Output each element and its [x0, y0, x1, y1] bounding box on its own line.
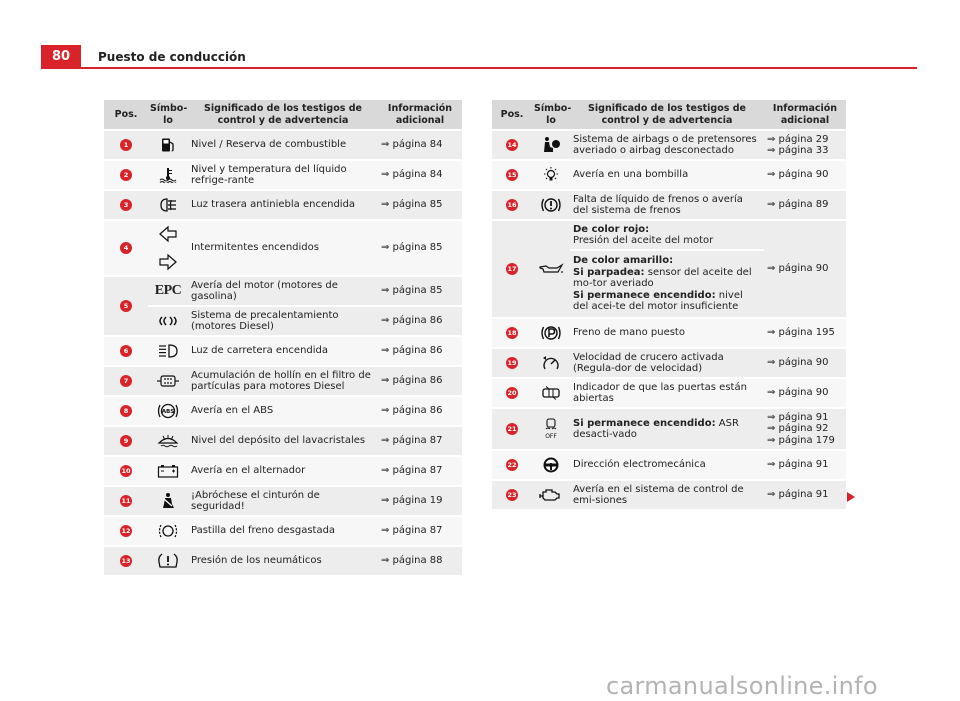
- table-row: [104, 276, 462, 306]
- col-header-info: Información adicional: [764, 100, 846, 130]
- blink-label: Si parpadea:: [573, 266, 645, 278]
- page-reference: ⇒ página 86: [378, 306, 462, 336]
- epc-symbol: EPC: [154, 282, 182, 298]
- page-reference: ⇒ página 91: [764, 480, 846, 510]
- table-row: [492, 220, 846, 250]
- position-badge: 1: [120, 139, 132, 151]
- meaning-text: Luz trasera antiniebla encendida: [188, 190, 378, 220]
- position-badge: 20: [507, 389, 517, 397]
- meaning-text: Pastilla del freno desgastada: [188, 516, 378, 546]
- position-badge: 17: [507, 265, 517, 273]
- position-badge: 22: [507, 461, 517, 469]
- page-reference: ⇒ página 90: [764, 348, 846, 378]
- meaning-text: Presión de los neumáticos: [188, 546, 378, 576]
- page-reference: ⇒ página 87: [378, 456, 462, 486]
- warning-lights-table-left: [104, 100, 462, 577]
- meaning-text: Avería en el alternador: [188, 456, 378, 486]
- page-title: Puesto de conducción: [98, 50, 246, 64]
- brake-pad-icon: [158, 522, 178, 540]
- table-row: [104, 396, 462, 426]
- position-badge: 9: [120, 435, 132, 447]
- table-row: [492, 378, 846, 408]
- position-badge: 11: [121, 497, 131, 505]
- meaning-text: Falta de líquido de frenos o avería del sistema de frenos: [570, 190, 764, 220]
- particle-filter-icon: [156, 374, 180, 388]
- page-reference: ⇒ página 87: [378, 426, 462, 456]
- meaning-text: Nivel y temperatura del líquido refrige-rante: [188, 160, 378, 190]
- col-header-meaning: Significado de los testigos de control y de advertencia: [188, 100, 378, 130]
- table-row: [492, 160, 846, 190]
- position-badge: 5: [120, 300, 132, 312]
- position-badge: 18: [507, 329, 517, 337]
- high-beam-icon: [158, 344, 178, 358]
- meaning-text: Sistema de precalentamiento (motores Diesel): [188, 306, 378, 336]
- meaning-text: Dirección electromecánica: [570, 450, 764, 480]
- table-row: [104, 190, 462, 220]
- meaning-text: Luz de carretera encendida: [188, 336, 378, 366]
- position-badge: 15: [507, 171, 517, 179]
- meaning-text: Freno de mano puesto: [570, 318, 764, 348]
- table-row: [104, 486, 462, 516]
- position-badge: 13: [121, 557, 131, 565]
- position-badge: 8: [120, 405, 132, 417]
- col-header-info: Información adicional: [378, 100, 462, 130]
- washer-fluid-icon: [157, 433, 179, 449]
- asr-off-text: OFF: [545, 433, 557, 440]
- page-reference: ⇒ página 90: [764, 378, 846, 408]
- door-open-icon: [540, 386, 562, 400]
- meaning-text: Indicador de que las puertas están abiertas: [570, 378, 764, 408]
- abs-icon: [156, 402, 180, 420]
- position-badge: 19: [507, 359, 517, 367]
- steady-label: Si permanece encendido:: [573, 289, 716, 301]
- page-reference: ⇒ página 29: [767, 133, 829, 145]
- table-row: [104, 366, 462, 396]
- page-reference: ⇒ página 92: [767, 423, 829, 435]
- table-row: [492, 450, 846, 480]
- oil-can-icon: [538, 263, 564, 275]
- continue-arrow-icon: [847, 492, 855, 502]
- asr-off-icon: [540, 417, 562, 441]
- steady-label: Si permanece encendido:: [573, 417, 716, 429]
- airbag-icon: [541, 136, 561, 154]
- page-reference: ⇒ página 86: [378, 396, 462, 426]
- table-row: [492, 348, 846, 378]
- position-badge: 6: [120, 345, 132, 357]
- meaning-text: Avería del motor (motores de gasolina): [188, 276, 378, 306]
- page-reference: ⇒ página 195: [764, 318, 846, 348]
- amber-label: De color amarillo:: [573, 255, 674, 267]
- brake-warning-icon: [540, 196, 562, 214]
- glow-plug-icon: [158, 314, 178, 328]
- tire-pressure-icon: [157, 552, 179, 570]
- table-row: [492, 318, 846, 348]
- table-row: [492, 130, 846, 160]
- position-badge: 7: [120, 375, 132, 387]
- engine-check-icon: [539, 487, 563, 503]
- meaning-text: Nivel / Reserva de combustible: [188, 130, 378, 160]
- table-row: [104, 130, 462, 160]
- position-badge: 21: [507, 425, 517, 433]
- table-row: [492, 408, 846, 450]
- page-reference: ⇒ página 85: [378, 276, 462, 306]
- meaning-text: ASR desacti-vado: [573, 417, 739, 440]
- page-reference: ⇒ página 85: [378, 220, 462, 276]
- col-header-pos: Pos.: [492, 100, 532, 130]
- red-label: De color rojo:: [573, 223, 650, 235]
- meaning-text: Intermitentes encendidos: [188, 220, 378, 276]
- meaning-text: Avería en el ABS: [188, 396, 378, 426]
- blink-meaning: sensor del aceite del mo-tor averiado: [573, 266, 752, 290]
- meaning-text: Avería en el sistema de control de emi-siones: [570, 480, 764, 510]
- table-row: [104, 220, 462, 276]
- meaning-text: Nivel del depósito del lavacristales: [188, 426, 378, 456]
- col-header-meaning: Significado de los testigos de control y de advertencia: [570, 100, 764, 130]
- page-reference: ⇒ página 84: [378, 130, 462, 160]
- seat-belt-icon: [160, 492, 176, 510]
- red-meaning: Presión del aceite del motor: [573, 235, 714, 246]
- header-rule: [41, 67, 917, 69]
- parking-brake-icon: [540, 324, 562, 342]
- page-reference: ⇒ página 88: [378, 546, 462, 576]
- meaning-text: Sistema de airbags o de pretensores averiado o airbag desconectado: [570, 130, 764, 160]
- rear-fog-light-icon: [158, 197, 178, 213]
- page-number: 80: [41, 45, 81, 68]
- steady-meaning: nivel del acei-te del motor insuficiente: [573, 289, 743, 313]
- page-reference: ⇒ página 84: [378, 160, 462, 190]
- page-reference: ⇒ página 90: [764, 160, 846, 190]
- warning-lights-table-right: [492, 100, 846, 511]
- position-badge: 12: [121, 527, 131, 535]
- col-header-pos: Pos.: [104, 100, 148, 130]
- page-reference: ⇒ página 19: [378, 486, 462, 516]
- page-reference: ⇒ página 89: [764, 190, 846, 220]
- table-row: [104, 546, 462, 576]
- position-badge: 4: [120, 242, 132, 254]
- position-badge: 3: [120, 199, 132, 211]
- table-row: [104, 516, 462, 546]
- position-badge: 16: [507, 201, 517, 209]
- position-badge: 10: [121, 467, 131, 475]
- fuel-pump-icon: [160, 137, 176, 153]
- col-header-symbol: Símbo-lo: [148, 100, 188, 130]
- cruise-control-icon: [541, 354, 561, 372]
- table-row: [492, 480, 846, 510]
- watermark: carmanualsonline.info: [606, 672, 878, 700]
- table-row: [104, 426, 462, 456]
- position-badge: 2: [120, 169, 132, 181]
- page-reference: ⇒ página 85: [378, 190, 462, 220]
- page-reference: ⇒ página 91: [767, 411, 829, 423]
- position-badge: 23: [507, 491, 517, 499]
- abs-symbol-text: ABS: [161, 409, 175, 416]
- battery-icon: [157, 464, 179, 478]
- table-row: [104, 456, 462, 486]
- page-reference: ⇒ página 90: [764, 220, 846, 318]
- page-reference: ⇒ página 33: [767, 145, 829, 156]
- steering-wheel-icon: [541, 456, 561, 474]
- page-reference: ⇒ página 179: [767, 434, 835, 446]
- page-reference: ⇒ página 91: [764, 450, 846, 480]
- coolant-temperature-icon: [159, 167, 177, 183]
- meaning-text: ¡Abróchese el cinturón de seguridad!: [188, 486, 378, 516]
- turn-signal-arrows-icon: [158, 225, 178, 271]
- meaning-text: Avería en una bombilla: [570, 160, 764, 190]
- meaning-text: Velocidad de crucero activada (Regula-dor de velocidad): [570, 348, 764, 378]
- page-reference: ⇒ página 86: [378, 366, 462, 396]
- table-row: [104, 160, 462, 190]
- table-row: [104, 336, 462, 366]
- page-reference: ⇒ página 87: [378, 516, 462, 546]
- position-badge: 14: [507, 141, 517, 149]
- col-header-symbol: Símbo-lo: [532, 100, 570, 130]
- table-row: [104, 306, 462, 336]
- table-row: [492, 190, 846, 220]
- bulb-failure-icon: [541, 166, 561, 184]
- meaning-text: Acumulación de hollín en el filtro de partículas para motores Diesel: [188, 366, 378, 396]
- page-reference: ⇒ página 86: [378, 336, 462, 366]
